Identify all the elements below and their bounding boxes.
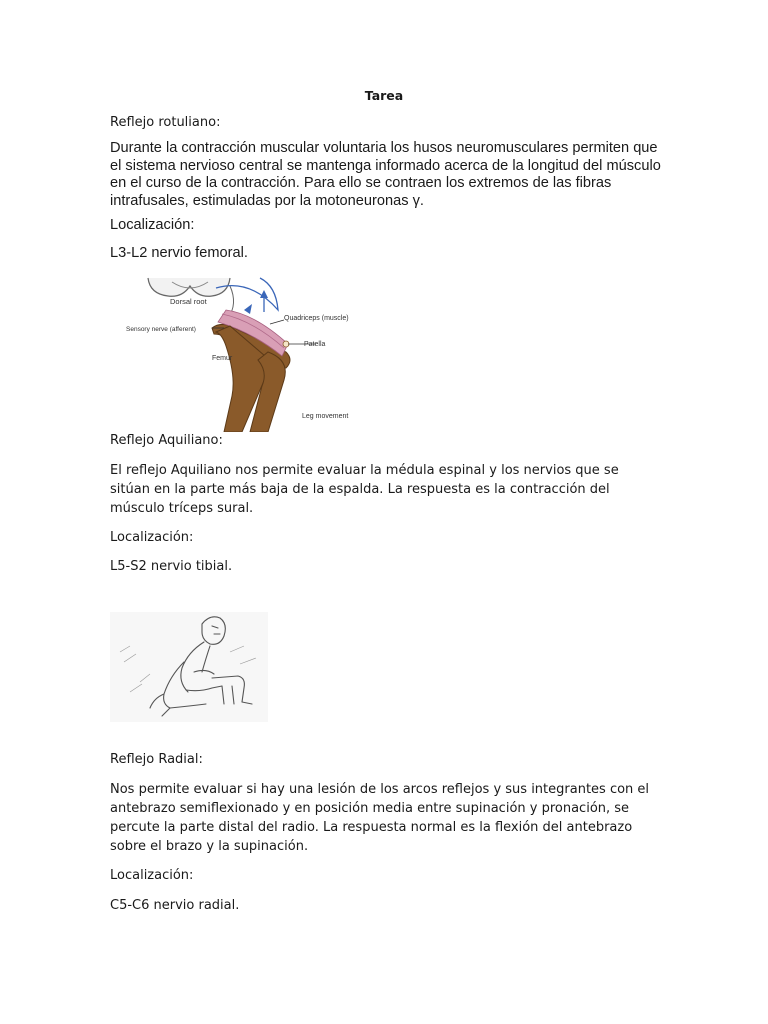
section-heading-aquiliano: Reflejo Aquiliano: (110, 433, 223, 448)
localization-value-rotuliano: L3-L2 nervio femoral. (110, 245, 248, 261)
localization-label-aquiliano: Localización: (110, 530, 194, 545)
label-dorsal-root: Dorsal root (170, 297, 207, 306)
localization-value-radial: C5-C6 nervio radial. (110, 898, 240, 913)
achilles-reflex-figure (110, 612, 268, 722)
localization-value-aquiliano: L5-S2 nervio tibial. (110, 559, 233, 574)
label-patella: Patella (304, 341, 326, 348)
section-body-aquiliano: El reflejo Aquiliano nos permite evaluar la médula espinal y los nervios que se sitúan en la parte más baja de la espalda. La respuesta es la contracción del músculo tríceps sural. (110, 463, 619, 516)
label-leg-movement: Leg movement (302, 413, 349, 420)
label-sensory-nerve: Sensory nerve (afferent) (126, 326, 196, 333)
label-quadriceps: Quadriceps (muscle) (284, 315, 349, 322)
knee-reflex-figure (120, 276, 370, 432)
section-heading-rotuliano: Reflejo rotuliano: (110, 115, 221, 130)
label-femur: Femur (212, 355, 233, 362)
section-body-rotuliano: Durante la contracción muscular voluntaria los husos neuromusculares permiten que el sistema nervioso central se mantenga informado acerca de la longitud del músculo en el curso de la contracción. Para ello se contraen los extremos de las fibras intrafusales, estimuladas por la motoneuronas γ. (110, 140, 661, 209)
section-body-radial: Nos permite evaluar si hay una lesión de los arcos reflejos y sus integrantes con el antebrazo semiflexionado y en posición media entre supinación y pronación, se percute la parte distal del radio. La respuesta normal es la flexión del antebrazo sobre el brazo y la supinación. (110, 782, 650, 854)
localization-label-rotuliano: Localización: (110, 217, 195, 233)
document-title: Tarea (364, 88, 404, 103)
localization-label-radial: Localización: (110, 868, 194, 883)
section-heading-radial: Reflejo Radial: (110, 752, 203, 767)
